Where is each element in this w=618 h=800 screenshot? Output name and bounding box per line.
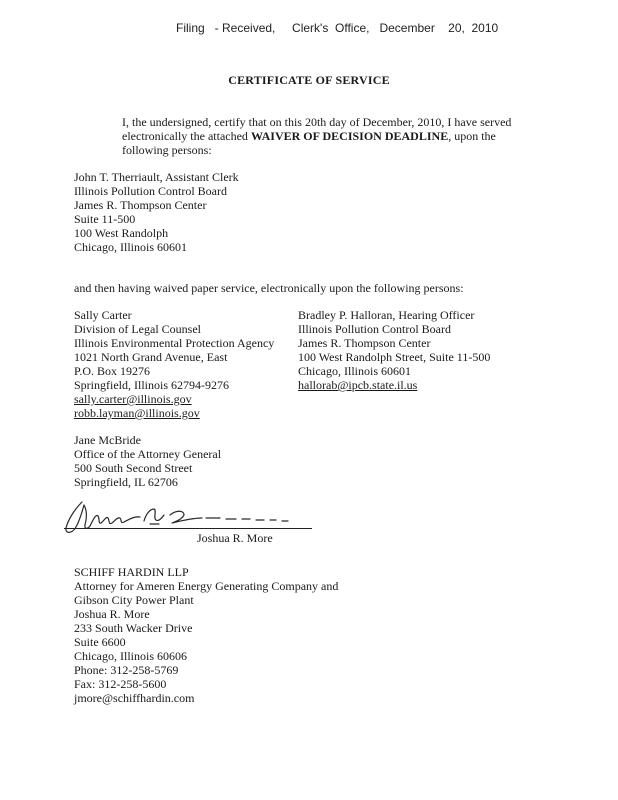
firm-line: Chicago, Illinois 60606: [74, 649, 187, 663]
firm-contact-block: [74, 565, 338, 705]
signer-name: Joshua R. More: [197, 531, 273, 545]
address-line: Office of the Attorney General: [74, 447, 222, 461]
address-line: James R. Thompson Center: [298, 336, 431, 350]
address-line: P.O. Box 19276: [74, 364, 151, 378]
address-line: Jane McBride: [74, 433, 141, 447]
intro-text-2: , upon the following persons:: [122, 129, 496, 157]
intro-document-name: WAIVER OF DECISION DEADLINE: [250, 129, 449, 143]
firm-line: Suite 6600: [74, 635, 126, 649]
firm-email[interactable]: jmore@schiffhardin.com: [74, 691, 195, 705]
firm-fax: Fax: 312-258-5600: [74, 677, 167, 691]
address-line: Bradley P. Halloran, Hearing Officer: [298, 308, 475, 322]
address-line: John T. Therriault, Assistant Clerk: [74, 170, 239, 184]
primary-recipient-address: [74, 170, 239, 254]
address-line: Illinois Environmental Protection Agency: [74, 336, 275, 350]
address-line: Illinois Pollution Control Board: [74, 184, 228, 198]
intro-paragraph: [74, 115, 514, 157]
address-line: James R. Thompson Center: [74, 198, 207, 212]
address-line: Chicago, Illinois 60601: [74, 240, 187, 254]
attorney-general-address: [74, 433, 221, 489]
recipient-left-address: [74, 308, 274, 420]
email-link[interactable]: robb.layman@illinois.gov: [74, 406, 200, 420]
intro-text-1: I, the undersigned, certify that on this 20th day of December, 2010, I have served electronically the attached: [122, 115, 512, 143]
address-line: Springfield, Illinois 62794-9276: [74, 378, 229, 392]
document-title: CERTIFICATE OF SERVICE: [228, 73, 390, 87]
firm-line: 233 South Wacker Drive: [74, 621, 193, 635]
email-link[interactable]: sally.carter@illinois.gov: [74, 392, 192, 406]
address-line: 100 West Randolph Street, Suite 11-500: [298, 350, 491, 364]
address-line: Chicago, Illinois 60601: [298, 364, 411, 378]
filing-stamp-header: Filing - Received, Clerk's Office, December 20, 2010: [176, 21, 499, 35]
address-line: 500 South Second Street: [74, 461, 193, 475]
address-line: Springfield, IL 62706: [74, 475, 178, 489]
signature-block: [60, 496, 320, 546]
firm-line: SCHIFF HARDIN LLP: [74, 565, 189, 579]
address-line: Sally Carter: [74, 308, 132, 322]
address-line: Suite 11-500: [74, 212, 136, 226]
address-line: Illinois Pollution Control Board: [298, 322, 452, 336]
email-link[interactable]: hallorab@ipcb.state.il.us: [298, 378, 418, 392]
firm-line: Joshua R. More: [74, 607, 150, 621]
firm-line: Gibson City Power Plant: [74, 593, 194, 607]
address-line: 1021 North Grand Avenue, East: [74, 350, 228, 364]
firm-line: Attorney for Ameren Energy Generating Company and: [74, 579, 339, 593]
paper-service-waived-text: and then having waived paper service, electronically upon the following persons:: [74, 281, 464, 295]
address-line: Division of Legal Counsel: [74, 322, 201, 336]
signature-line: [64, 528, 312, 529]
recipient-right-address: [298, 308, 490, 392]
address-line: 100 West Randolph: [74, 226, 169, 240]
firm-phone: Phone: 312-258-5769: [74, 663, 179, 677]
